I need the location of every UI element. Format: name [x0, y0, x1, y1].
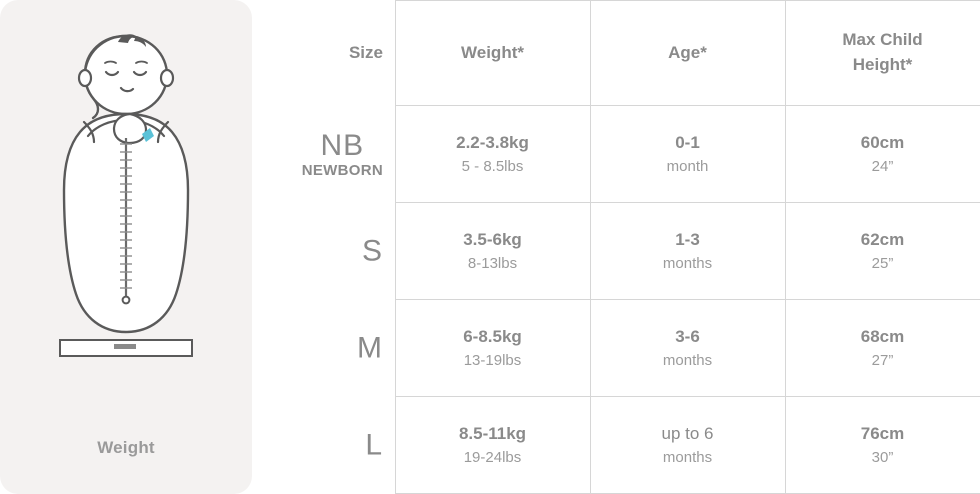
weight-primary: 6-8.5kg [463, 327, 522, 347]
cell-weight [395, 397, 590, 494]
table-header [348, 1, 980, 106]
cell-age [590, 300, 785, 397]
illustration-caption: Weight [97, 438, 155, 457]
height-primary: 62cm [860, 230, 905, 250]
weight-secondary: 5 - 8.5lbs [461, 157, 524, 175]
weight-secondary: 19-24lbs [463, 448, 522, 466]
age-secondary: months [662, 351, 713, 369]
age-secondary: months [662, 254, 713, 272]
size-code: M [357, 331, 383, 365]
size-code: NB [320, 128, 365, 162]
illustration-panel [0, 0, 252, 494]
age-primary: up to 6 [661, 424, 714, 444]
age-primary: 0-1 [675, 133, 700, 153]
age-secondary: month [666, 157, 709, 175]
cell-age [590, 106, 785, 203]
header-max-child-height-line2: Height* [852, 55, 913, 74]
cell-max-height [785, 203, 980, 300]
weight-primary: 3.5-6kg [463, 230, 522, 250]
weight-primary: 2.2-3.8kg [456, 133, 529, 153]
header-max-child-height-line1: Max Child [842, 30, 923, 50]
table-row [395, 300, 980, 397]
table-row [395, 203, 980, 300]
age-secondary: months [662, 448, 713, 466]
swaddled-baby-illustration [26, 18, 226, 383]
cell-weight [395, 300, 590, 397]
cell-age [590, 203, 785, 300]
size-subtitle: NEWBORN [301, 161, 383, 179]
height-secondary: 25” [871, 254, 894, 272]
cell-weight [395, 106, 590, 203]
height-primary: 76cm [860, 424, 905, 444]
size-table-container [252, 0, 980, 494]
cell-max-height [785, 300, 980, 397]
height-secondary: 24” [871, 157, 894, 175]
table-body [301, 106, 980, 494]
height-secondary: 27” [871, 351, 894, 369]
table-row [395, 106, 980, 203]
table-header-row [395, 1, 980, 106]
size-code: S [361, 234, 383, 268]
weight-secondary: 13-19lbs [463, 351, 522, 369]
header-weight: Weight* [395, 1, 590, 106]
cell-weight [395, 203, 590, 300]
cell-max-height [785, 106, 980, 203]
table-row [395, 397, 980, 494]
header-size-label: Size [348, 43, 383, 62]
height-primary: 60cm [860, 133, 905, 153]
size-code: L [365, 428, 383, 462]
age-primary: 3-6 [675, 327, 700, 347]
weight-primary: 8.5-11kg [458, 424, 527, 444]
cell-age [590, 397, 785, 494]
header-age: Age* [590, 1, 785, 106]
size-chart-table [301, 0, 980, 494]
cell-max-height [785, 397, 980, 494]
age-primary: 1-3 [675, 230, 700, 250]
header-max-child-height [785, 1, 980, 106]
height-secondary: 30” [871, 448, 894, 466]
height-primary: 68cm [860, 327, 905, 347]
weight-secondary: 8-13lbs [467, 254, 518, 272]
